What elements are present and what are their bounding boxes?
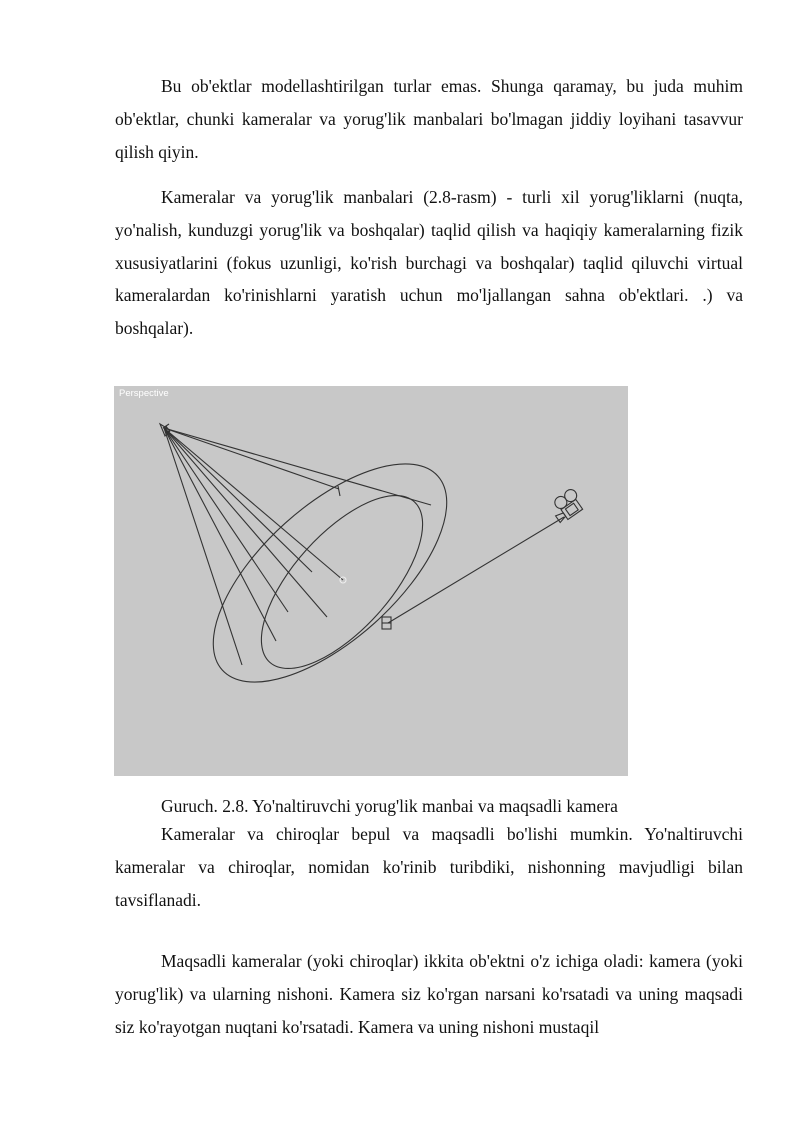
paragraph-text: Kameralar va yorug'lik manbalari (2.8-rasm) - turli xil yorug'liklarni (nuqta, yo'nalish, kunduzgi yorug'lik va boshqalar) taqlid qilish va haqiqiy kameralarning fizik xususiyatlarini (fokus uzunligi, ko'rish burchagi va boshqalar) taqlid qiluvchi virtual kameralardan ko'rinishlarni yaratish uchun mo'ljallangan sahna ob'ektlari. .) va boshqalar). [115, 187, 743, 339]
light-hotspot-ellipse [234, 470, 450, 695]
camera-target-line [388, 517, 564, 623]
figure-caption: Guruch. 2.8. Yo'naltiruvchi yorug'lik manbai va maqsadli kamera [161, 796, 618, 816]
camera-target-icon [382, 617, 391, 629]
camera-icon [548, 487, 586, 524]
viewport-label: Perspective [119, 388, 169, 399]
paragraph [115, 181, 743, 345]
paragraph [115, 945, 743, 1043]
paragraph [115, 818, 743, 916]
paragraph-text: Kameralar va chiroqlar bepul va maqsadli bo'lishi mumkin. Yo'naltiruvchi kameralar va chiroqlar, nomidan ko'rinib turibdiki, nishonning mavjudligi bilan tavsiflanadi. [115, 824, 743, 910]
paragraph-text: Bu ob'ektlar modellashtirilgan turlar emas. Shunga qaramay, bu juda muhim ob'ektlar, chunki kameralar va yorug'lik manbalari bo'lmagan jiddiy loyihani tasavvur qilish qiyin. [115, 76, 743, 162]
figure-perspective-viewport [114, 386, 628, 776]
paragraph [115, 70, 743, 168]
scene-illustration [114, 386, 628, 776]
light-falloff-ellipse [177, 426, 482, 720]
paragraph-text: Maqsadli kameralar (yoki chiroqlar) ikkita ob'ektni o'z ichiga oladi: kamera (yoki yorug'lik) va ularning nishoni. Kamera siz ko'rgan narsani ko'rsatadi va uning maqsadi siz ko'rayotgan nuqtani ko'rsatadi. Kamera va uning nishoni mustaqil [115, 951, 743, 1037]
